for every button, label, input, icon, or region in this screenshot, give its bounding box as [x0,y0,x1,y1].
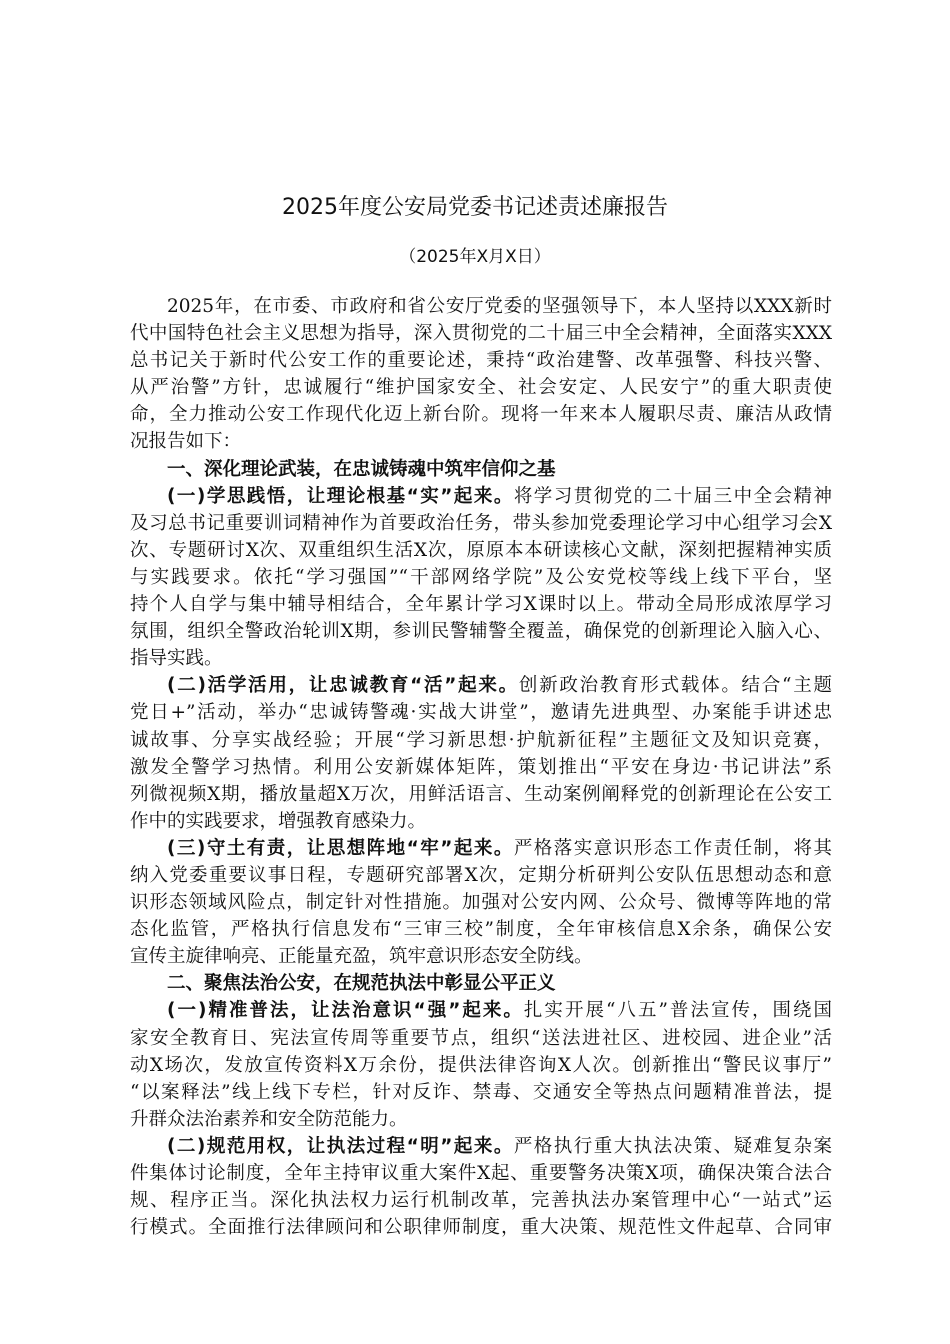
text-line: 规、程序正当。深化执法权力运行机制改革，完善执法办案管理中心“一站式”运 [130,1190,832,1212]
subsection-2-1 [130,997,832,1132]
text-line: 及习总书记重要训词精神作为首要政治任务，带头参加党委理论学习中心组学习会X [130,512,832,534]
text-line: 指导实践。 [130,648,223,670]
section-heading-2: 二、聚焦法治公安，在规范执法中彰显公平正义 [167,973,556,995]
subsection-lead: (一)学思践悟，让理论根基“实”起来。 [167,485,514,507]
document-date: （2025年X月X日） [399,247,551,267]
document-body [130,293,832,1241]
text-line [130,1133,832,1160]
text-line: 行模式。全面推行法律顾问和公职律师制度，重大决策、规范性文件起草、合同审 [130,1217,832,1239]
text-run: 扎实开展“八五”普法宣传，围绕国 [523,1000,832,1022]
subsection-1-3 [130,835,832,970]
text-line: 氛围，组织全警政治轮训X期，参训民警辅警全覆盖，确保党的创新理论入脑入心、 [130,621,832,643]
text-line [130,672,832,699]
text-line: 2025年，在市委、市政府和省公安厅党委的坚强领导下，本人坚持以XXX新时 [167,296,832,317]
text-line: “以案释法”线上线下专栏，针对反诈、禁毒、交通安全等热点问题精准普法，提 [130,1081,832,1103]
text-line: 识形态领域风险点，制定针对性措施。加强对公安内网、公众号、微博等阵地的常 [130,892,832,914]
text-line: 与实践要求。依托“学习强国”“干部网络学院”及公安党校等线上线下平台，坚 [130,566,832,588]
text-line: 命，全力推动公安工作现代化迈上新台阶。现将一年来本人履职尽责、廉洁从政情 [130,404,832,426]
text-line: 次、专题研讨X次、双重组织生活X次，原原本本研读核心文献，深刻把握精神实质 [130,539,832,561]
subsection-1-2 [130,672,832,835]
text-line: 列微视频X期，播放量超X万次，用鲜活语言、生动案例阐释党的创新理论在公安工 [130,783,832,805]
text-line [130,997,832,1024]
text-line: 纳入党委重要议事日程，专题研究部署X次，定期分析研判公安队伍思想动态和意 [130,864,832,886]
text-line: 件集体讨论制度，全年主持审议重大案件X起、重要警务决策X项，确保决策合法合 [130,1163,832,1184]
subsection-lead: (一)精准普法，让法治意识“强”起来。 [167,1000,524,1022]
text-run: 严格执行重大执法决策、疑难复杂案 [513,1135,832,1157]
text-line: 作中的实践要求，增强教育感染力。 [130,810,427,832]
subsection-lead: (二)活学活用，让忠诚教育“活”起来。 [167,675,519,697]
text-line: 况报告如下： [130,431,242,453]
text-line: 总书记关于新时代公安工作的重要论述，秉持“政治建警、改革强警、科技兴警、 [130,350,832,372]
section-heading-1: 一、深化理论武装，在忠诚铸魂中筑牢信仰之基 [167,458,556,480]
subsection-lead: (三)守土有责，让思想阵地“牢”起来。 [167,837,514,859]
text-line: 激发全警学习热情。利用公安新媒体矩阵，策划推出“平安在身边·书记讲法”系 [130,756,832,778]
text-line [130,835,832,862]
text-line: 从严治警”方针，忠诚履行“维护国家安全、社会安定、人民安宁”的重大职责使 [130,377,832,399]
text-line: 诚故事、分享实战经验；开展“学习新思想·护航新征程”主题征文及知识竞赛， [130,729,832,751]
text-line [130,483,832,510]
text-run: 将学习贯彻党的二十届三中全会精神 [513,485,832,507]
subsection-lead: (二)规范用权，让执法过程“明”起来。 [167,1135,514,1157]
text-run: 严格落实意识形态工作责任制，将其 [513,837,832,859]
document-title: 2025年度公安局党委书记述责述廉报告 [282,195,668,220]
subsection-2-2 [130,1133,832,1241]
text-run: 创新政治教育形式载体。结合“主题 [518,675,832,697]
text-line: 党日+”活动，举办“忠诚铸警魂·实战大讲堂”，邀请先进典型、办案能手讲述忠 [130,702,832,724]
subsection-1-1 [130,483,832,673]
text-line: 动X场次，发放宣传资料X万余份，提供法律咨询X人次。创新推出“警民议事厅” [130,1054,832,1076]
text-line: 宣传主旋律响亮、正能量充盈，筑牢意识形态安全防线。 [130,946,593,968]
text-line: 态化监管，严格执行信息发布“三审三校”制度，全年审核信息X余条，确保公安 [130,919,832,941]
text-line: 升群众法治素养和安全防范能力。 [130,1108,408,1130]
text-line: 家安全教育日、宪法宣传周等重要节点，组织“送法进社区、进校园、进企业”活 [130,1027,832,1049]
text-line: 持个人自学与集中辅导相结合，全年累计学习X课时以上。带动全局形成浓厚学习 [130,594,832,616]
intro-paragraph [130,293,832,456]
text-line: 代中国特色社会主义思想为指导，深入贯彻党的二十届三中全会精神，全面落实XXX [130,323,832,345]
